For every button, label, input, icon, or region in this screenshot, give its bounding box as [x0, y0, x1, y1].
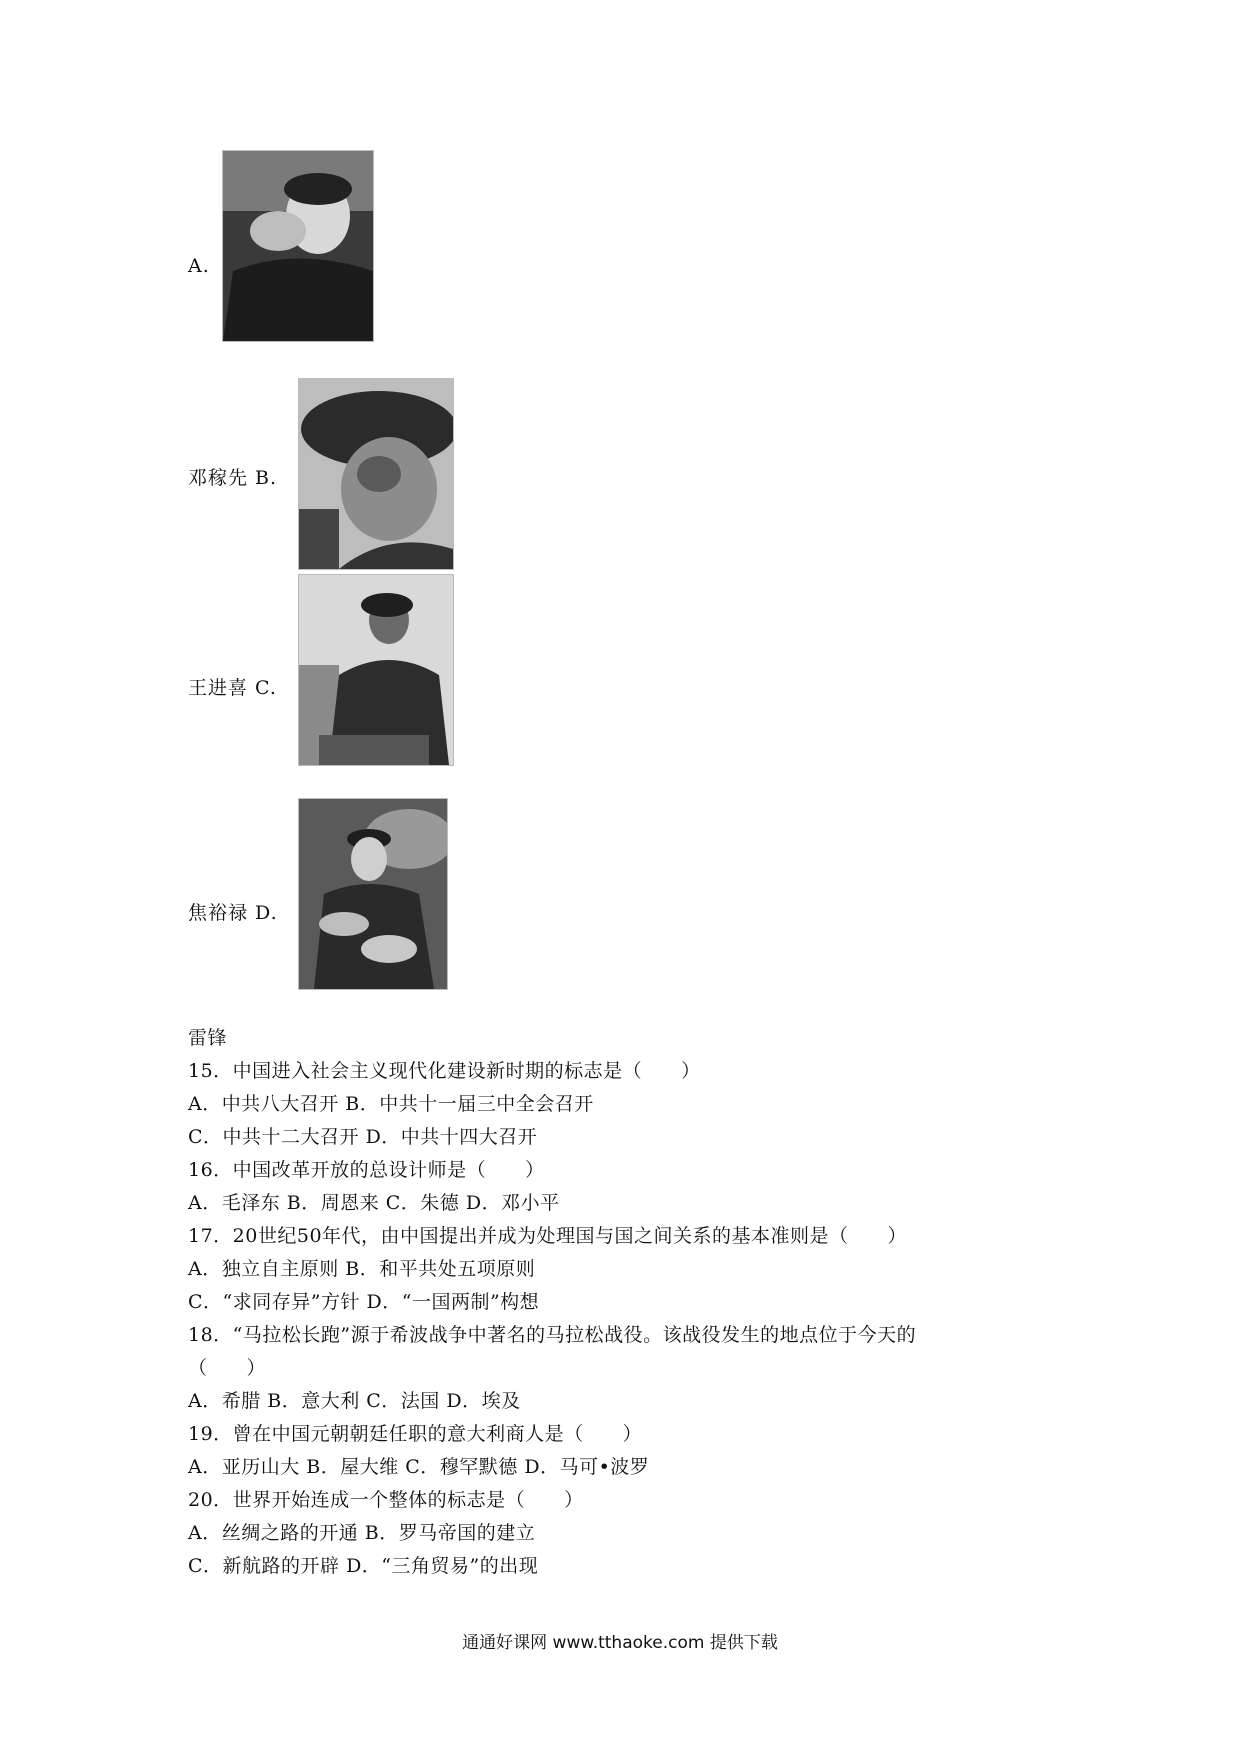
- question-20-options-ab: A．丝绸之路的开通 B．罗马帝国的建立: [188, 1522, 536, 1544]
- question-18: 18．“马拉松长跑”源于希波战争中著名的马拉松战役。该战役发生的地点位于今天的: [188, 1324, 917, 1346]
- question-20: 20．世界开始连成一个整体的标志是（ ）: [188, 1489, 584, 1511]
- page-footer: 通通好课网 www.tthaoke.com 提供下载: [462, 1633, 778, 1653]
- question-20-options-cd: C．新航路的开辟 D．“三角贸易”的出现: [188, 1555, 539, 1577]
- portrait-photo-icon: [299, 799, 447, 989]
- photo-d: [298, 798, 448, 990]
- question-17-options-ab: A．独立自主原则 B．和平共处五项原则: [188, 1258, 536, 1280]
- question-16-options: A．毛泽东 B．周恩来 C．朱德 D．邓小平: [188, 1192, 560, 1214]
- portrait-photo-icon: [299, 575, 453, 765]
- option-b-label: 邓稼先 B.: [188, 467, 278, 489]
- question-19: 19．曾在中国元朝朝廷任职的意大利商人是（ ）: [188, 1423, 643, 1445]
- answer-text-d: 雷锋: [188, 1027, 228, 1049]
- question-18-options: A．希腊 B．意大利 C．法国 D．埃及: [188, 1390, 521, 1412]
- question-15: 15．中国进入社会主义现代化建设新时期的标志是（ ）: [188, 1060, 701, 1082]
- portrait-photo-icon: [223, 151, 373, 341]
- question-16: 16．中国改革开放的总设计师是（ ）: [188, 1159, 545, 1181]
- photo-c: [298, 574, 454, 766]
- question-17-options-cd: C．“求同存异”方针 D．“一国两制”构想: [188, 1291, 540, 1313]
- question-15-options-cd: C．中共十二大召开 D．中共十四大召开: [188, 1126, 538, 1148]
- option-c-label: 王进喜 C.: [188, 677, 277, 699]
- photo-b: [298, 378, 454, 570]
- option-d-label: 焦裕禄 D.: [188, 902, 278, 924]
- option-a-label: A.: [188, 255, 210, 277]
- photo-a: [222, 150, 374, 342]
- question-17: 17．20世纪50年代，由中国提出并成为处理国与国之间关系的基本准则是（ ）: [188, 1225, 908, 1247]
- portrait-photo-icon: [299, 379, 453, 569]
- question-18-continued: （ ）: [188, 1357, 267, 1379]
- question-15-options-ab: A．中共八大召开 B．中共十一届三中全会召开: [188, 1093, 594, 1115]
- question-19-options: A．亚历山大 B．屋大维 C．穆罕默德 D．马可•波罗: [188, 1456, 650, 1478]
